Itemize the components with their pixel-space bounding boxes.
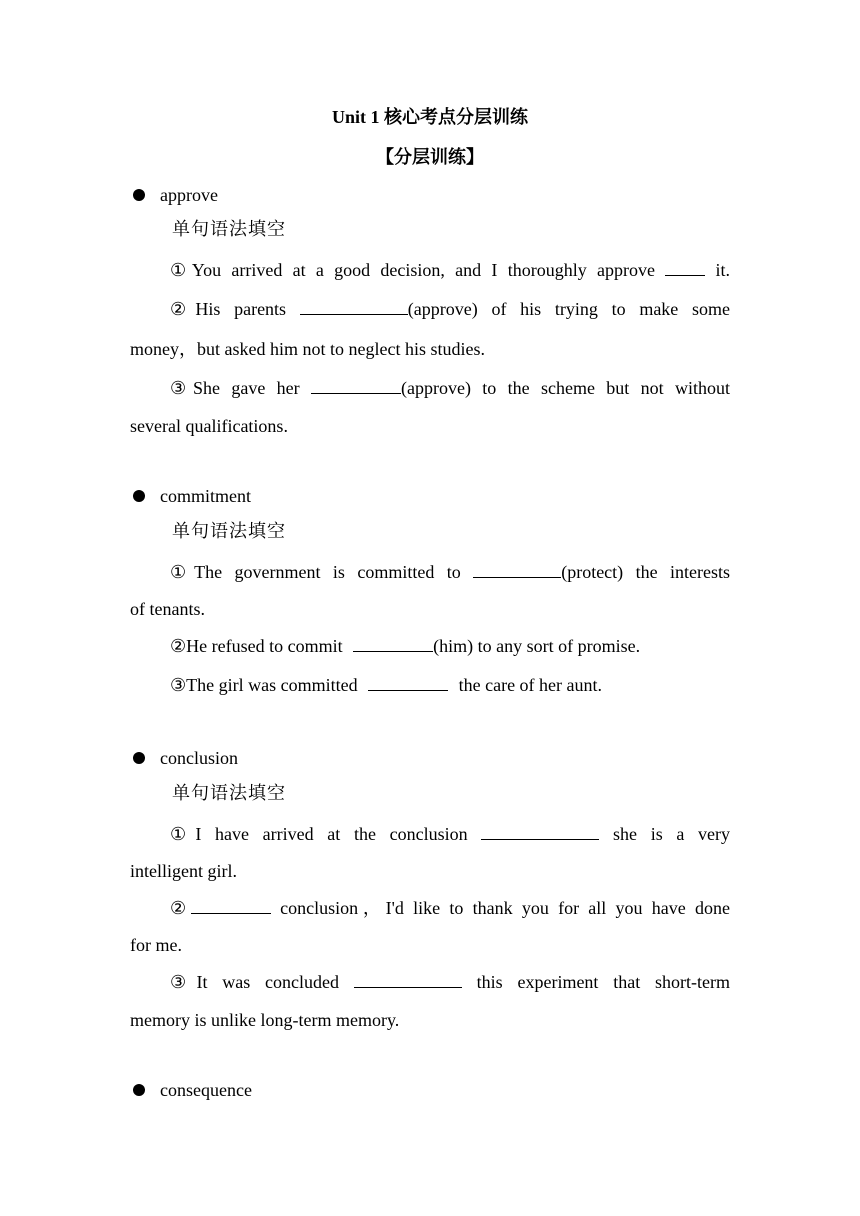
answer-blank[interactable] [354,971,462,988]
exercise-label: 单句语法填空 [172,783,286,804]
exercise-item: ①The government is committed to (protect) the interests [170,562,731,582]
section-word: conclusion [160,748,238,768]
page-subtitle: 【分层训练】 [376,147,484,167]
bullet-icon [133,189,145,201]
exercise-item: ②He refused to commit (him) to any sort of promise. [170,636,641,656]
exercise-item: ② conclusion，I'd like to thank you for all you have done [170,898,731,918]
answer-blank[interactable] [473,561,561,578]
exercise-item: ③The girl was committed the care of her aunt. [170,675,603,695]
exercise-item: ③It was concluded this experiment that short-term [170,972,731,992]
bullet-icon [133,752,145,764]
exercise-label: 单句语法填空 [172,219,286,240]
exercise-item-continuation: money，but asked him not to neglect his studies. [130,339,485,359]
answer-blank[interactable] [665,259,705,276]
section-word: consequence [160,1080,252,1100]
answer-blank[interactable] [368,674,448,691]
answer-blank[interactable] [300,298,408,315]
exercise-item-continuation: intelligent girl. [130,861,237,881]
page-title: Unit 1 核心考点分层训练 [331,107,528,127]
answer-blank[interactable] [481,823,599,840]
exercise-item: ③She gave her (approve) to the scheme but not without [170,378,731,398]
exercise-item-continuation: of tenants. [130,599,205,619]
answer-blank[interactable] [353,635,433,652]
exercise-label: 单句语法填空 [172,521,286,542]
section-word: approve [160,185,218,205]
answer-blank[interactable] [311,377,401,394]
exercise-item-continuation: several qualifications. [130,416,288,436]
exercise-item: ①You arrived at a good decision, and I thoroughly approve it. [170,260,731,280]
exercise-item: ①I have arrived at the conclusion she is a very [170,824,731,844]
bullet-icon [133,1084,145,1096]
exercise-item-continuation: for me. [130,935,182,955]
section-word: commitment [160,486,251,506]
exercise-item: ②His parents (approve) of his trying to make some [170,299,731,319]
exercise-item-continuation: memory is unlike long-term memory. [130,1010,400,1030]
bullet-icon [133,490,145,502]
answer-blank[interactable] [191,897,271,914]
